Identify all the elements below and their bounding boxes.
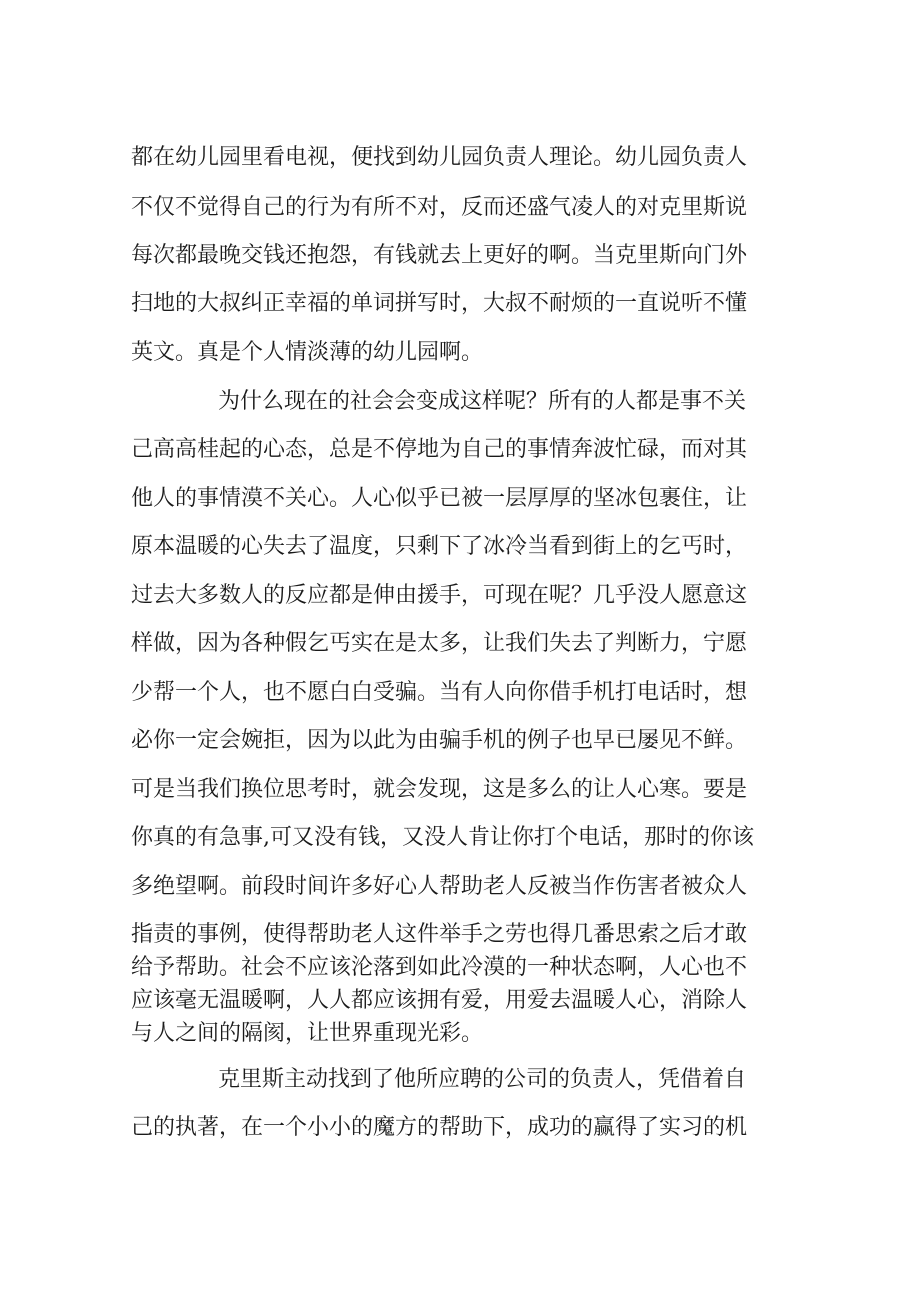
text-line: 与人之间的隔阂，让世界重现光彩。: [131, 1021, 484, 1046]
text-line: 克里斯主动找到了他所应聘的公司的负责人，凭借着自: [218, 1067, 747, 1092]
text-line: 少帮一个人，也不愿白白受骗。当有人向你借手机打电话时，想: [131, 680, 748, 705]
text-line: 你真的有急事,可又没有钱，又没人肯让你打个电话，那时的你该: [131, 825, 754, 850]
text-line: 己高高桂起的心态，总是不停地为自己的事情奔波忙碌，而对其: [131, 437, 748, 462]
text-line: 应该毫无温暖啊，人人都应该拥有爱，用爱去温暖人心，消除人: [131, 988, 748, 1013]
text-line: 英文。真是个人情淡薄的幼儿园啊。: [131, 340, 484, 365]
text-line: 给予帮助。社会不应该沦落到如此冷漠的一种状态啊，人心也不: [131, 955, 748, 980]
text-line: 多绝望啊。前段时间许多好心人帮助老人反被当作伤害者被众人: [131, 874, 748, 899]
text-line: 指责的事例，使得帮助老人这件举手之劳也得几番思索之后才敢: [131, 922, 748, 947]
text-line: 他人的事情漠不关心。人心似乎已被一层厚厚的坚冰包裹住，让: [131, 486, 748, 511]
text-line: 样做，因为各种假乞丐实在是太多，让我们失去了判断力，宁愿: [131, 631, 748, 656]
text-line: 为什么现在的社会会变成这样呢？所有的人都是事不关: [218, 389, 747, 414]
text-line: 必你一定会婉拒，因为以此为由骗手机的例子也早已屡见不鲜。: [131, 728, 748, 753]
text-line: 己的执著，在一个小小的魔方的帮助下，成功的赢得了实习的机: [131, 1115, 748, 1140]
text-line: 每次都最晚交钱还抱怨，有钱就去上更好的啊。当克里斯向门外: [131, 243, 748, 268]
text-line: 过去大多数人的反应都是伸由援手，可现在呢？几乎没人愿意这: [131, 583, 748, 608]
text-line: 扫地的大叔纠正幸福的单词拼写时，大叔不耐烦的一直说听不懂: [131, 291, 748, 316]
text-line: 可是当我们换位思考时，就会发现，这是多么的让人心寒。要是: [131, 777, 748, 802]
text-line: 原本温暖的心失去了温度，只剩下了冰冷当看到街上的乞丐时，: [131, 534, 748, 559]
text-line: 不仅不觉得自己的行为有所不对，反而还盛气凌人的对克里斯说: [131, 195, 748, 220]
text-line: 都在幼儿园里看电视，便找到幼儿园负责人理论。幼儿园负责人: [131, 145, 748, 170]
